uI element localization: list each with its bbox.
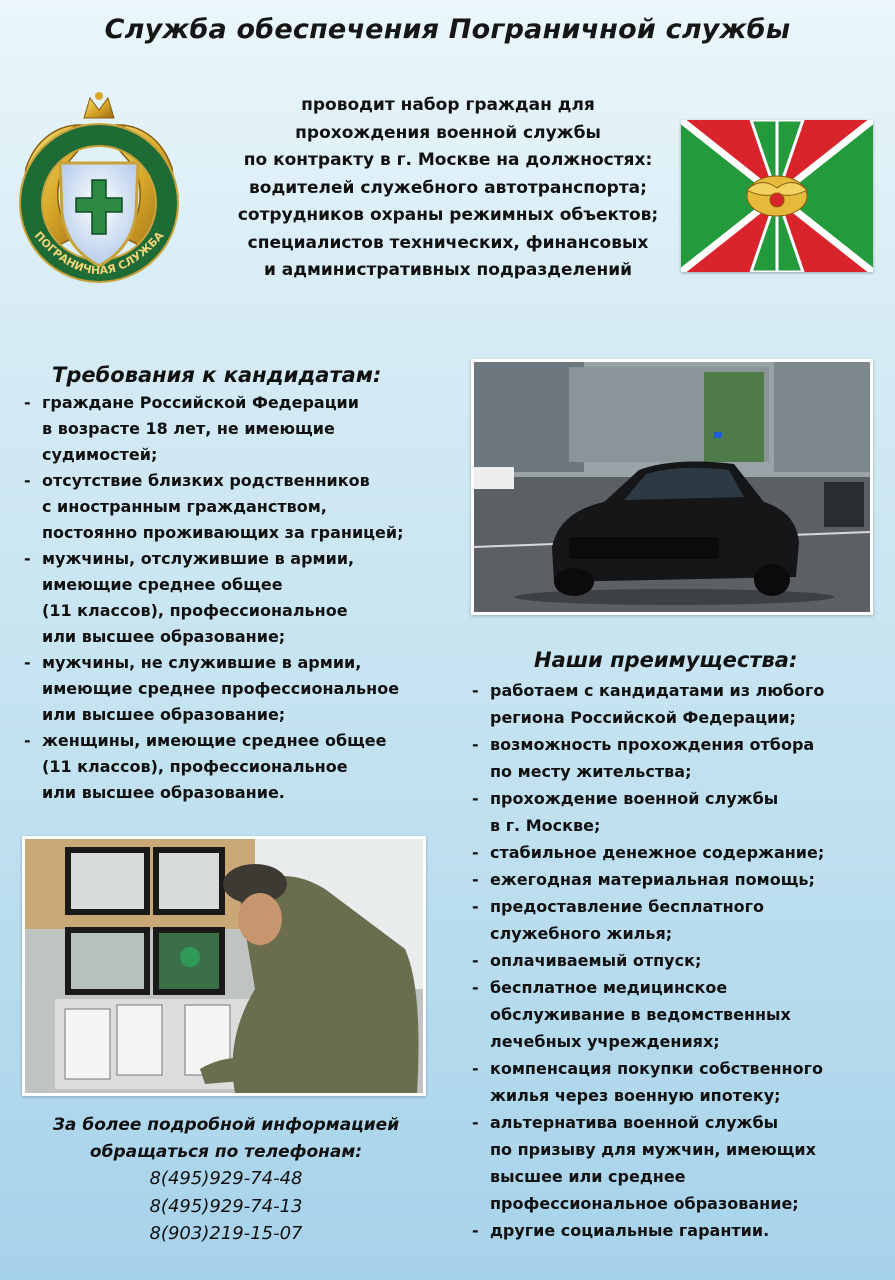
phone-number: 8(495)929-74-48 [149,1168,303,1189]
advantage-line: возможность прохождения отбора [490,735,815,754]
requirement-line: мужчины, не служившие в армии, [42,653,362,672]
list-item [24,468,444,546]
requirement-line: граждане Российской Федерации [42,393,359,412]
list-item [24,728,444,806]
requirement-line: или высшее образование. [42,783,285,802]
operator-photo-illustration [25,839,423,1093]
advantage-line: лечебных учреждениях; [490,1032,720,1051]
intro-line: водителей служебного автотранспорта; [249,177,647,198]
intro-line: проводит набор граждан для [301,95,595,115]
list-item [24,546,444,650]
requirement-line: (11 классов), профессиональное [42,757,348,776]
requirement-line: с иностранным гражданством, [42,497,327,516]
border-troops-flag [681,120,873,272]
list-marker: - [472,789,479,808]
advantage-line: ежегодная материальная помощь; [490,870,815,889]
advantage-line: по месту жительства; [490,762,692,781]
list-item [472,1055,882,1109]
list-item [472,677,882,731]
list-marker: - [472,897,479,916]
intro-line: прохождения военной службы [295,122,601,143]
list-item [472,1217,882,1244]
operator-photo [22,836,426,1096]
advantages-heading: Наши преимущества: [534,648,798,672]
list-item [472,947,882,974]
list-marker: - [24,393,31,412]
advantage-line: оплачиваемый отпуск; [490,951,702,970]
advantages-list [472,677,882,1244]
requirement-line: или высшее образование; [42,627,286,646]
contact-info [20,1112,432,1166]
border-service-emblem [18,88,180,300]
phone-list [20,1165,432,1248]
list-marker: - [472,681,479,700]
advantage-line: обслуживание в ведомственных [490,1005,791,1024]
requirement-line: имеющие среднее общее [42,575,283,594]
list-marker: - [472,1113,479,1132]
advantage-line: служебного жилья; [490,924,673,943]
phone-number: 8(903)219-15-07 [149,1223,303,1244]
list-item [472,866,882,893]
intro-text [178,92,718,285]
list-marker: - [472,870,479,889]
requirement-line: имеющие среднее профессиональное [42,679,400,698]
requirements-heading: Требования к кандидатам: [52,363,382,387]
advantage-line: альтернатива военной службы [490,1113,779,1132]
list-item [472,731,882,785]
list-marker: - [472,1059,479,1078]
list-marker: - [472,951,479,970]
phone-number: 8(495)929-74-13 [149,1195,303,1217]
car-photo-illustration [474,362,870,612]
advantage-line: профессиональное образование; [490,1194,799,1213]
requirement-line: или высшее образование; [42,705,286,724]
list-marker: - [472,978,479,997]
list-marker: - [472,735,479,754]
advantage-line: прохождение военной службы [490,789,779,808]
page-title: Служба обеспечения Пограничной службы [104,14,791,45]
list-marker: - [472,843,479,862]
contact-line: За более подробной информацией [52,1115,400,1135]
list-item [24,390,444,468]
list-item [472,974,882,1055]
list-marker: - [24,731,31,750]
advantage-line: высшее или среднее [490,1167,686,1186]
intro-line: по контракту в г. Москве на должностях: [243,150,653,170]
requirement-line: женщины, имеющие среднее общее [42,731,387,750]
list-item [472,893,882,947]
requirement-line: отсутствие близких родственников [42,471,370,490]
advantage-line: предоставление бесплатного [490,897,764,916]
list-item [24,650,444,728]
requirement-line: в возрасте 18 лет, не имеющие [42,419,335,438]
advantage-line: компенсация покупки собственного [490,1059,823,1078]
advantage-line: жилья через военную ипотеку; [490,1086,781,1105]
advantage-line: другие социальные гарантии. [490,1221,770,1240]
advantage-line: в г. Москве; [490,816,601,835]
intro-line: и административных подразделений [263,260,633,280]
list-item [472,1109,882,1217]
list-item [472,785,882,839]
requirements-list [24,390,444,806]
emblem-ribbon-text: ПОГРАНИЧНАЯ СЛУЖБА [31,229,167,278]
requirement-line: судимостей; [42,445,158,464]
list-marker: - [24,471,31,490]
intro-line: сотрудников охраны режимных объектов; [237,205,659,225]
contact-line: обращаться по телефонам: [89,1142,363,1162]
requirement-line: мужчины, отслужившие в армии, [42,549,355,568]
advantage-line: региона Российской Федерации; [490,708,796,727]
requirement-line: (11 классов), профессиональное [42,601,348,620]
list-item [472,839,882,866]
car-photo [471,359,873,615]
requirement-line: постоянно проживающих за границей; [42,523,404,542]
advantage-line: стабильное денежное содержание; [490,843,825,862]
list-marker: - [24,549,31,568]
list-marker: - [472,1221,479,1240]
advantage-line: бесплатное медицинское [490,978,728,997]
intro-line: специалистов технических, финансовых [247,232,649,253]
advantage-line: работаем с кандидатами из любого [490,681,825,700]
list-marker: - [24,653,31,672]
advantage-line: по призыву для мужчин, имеющих [490,1140,816,1159]
